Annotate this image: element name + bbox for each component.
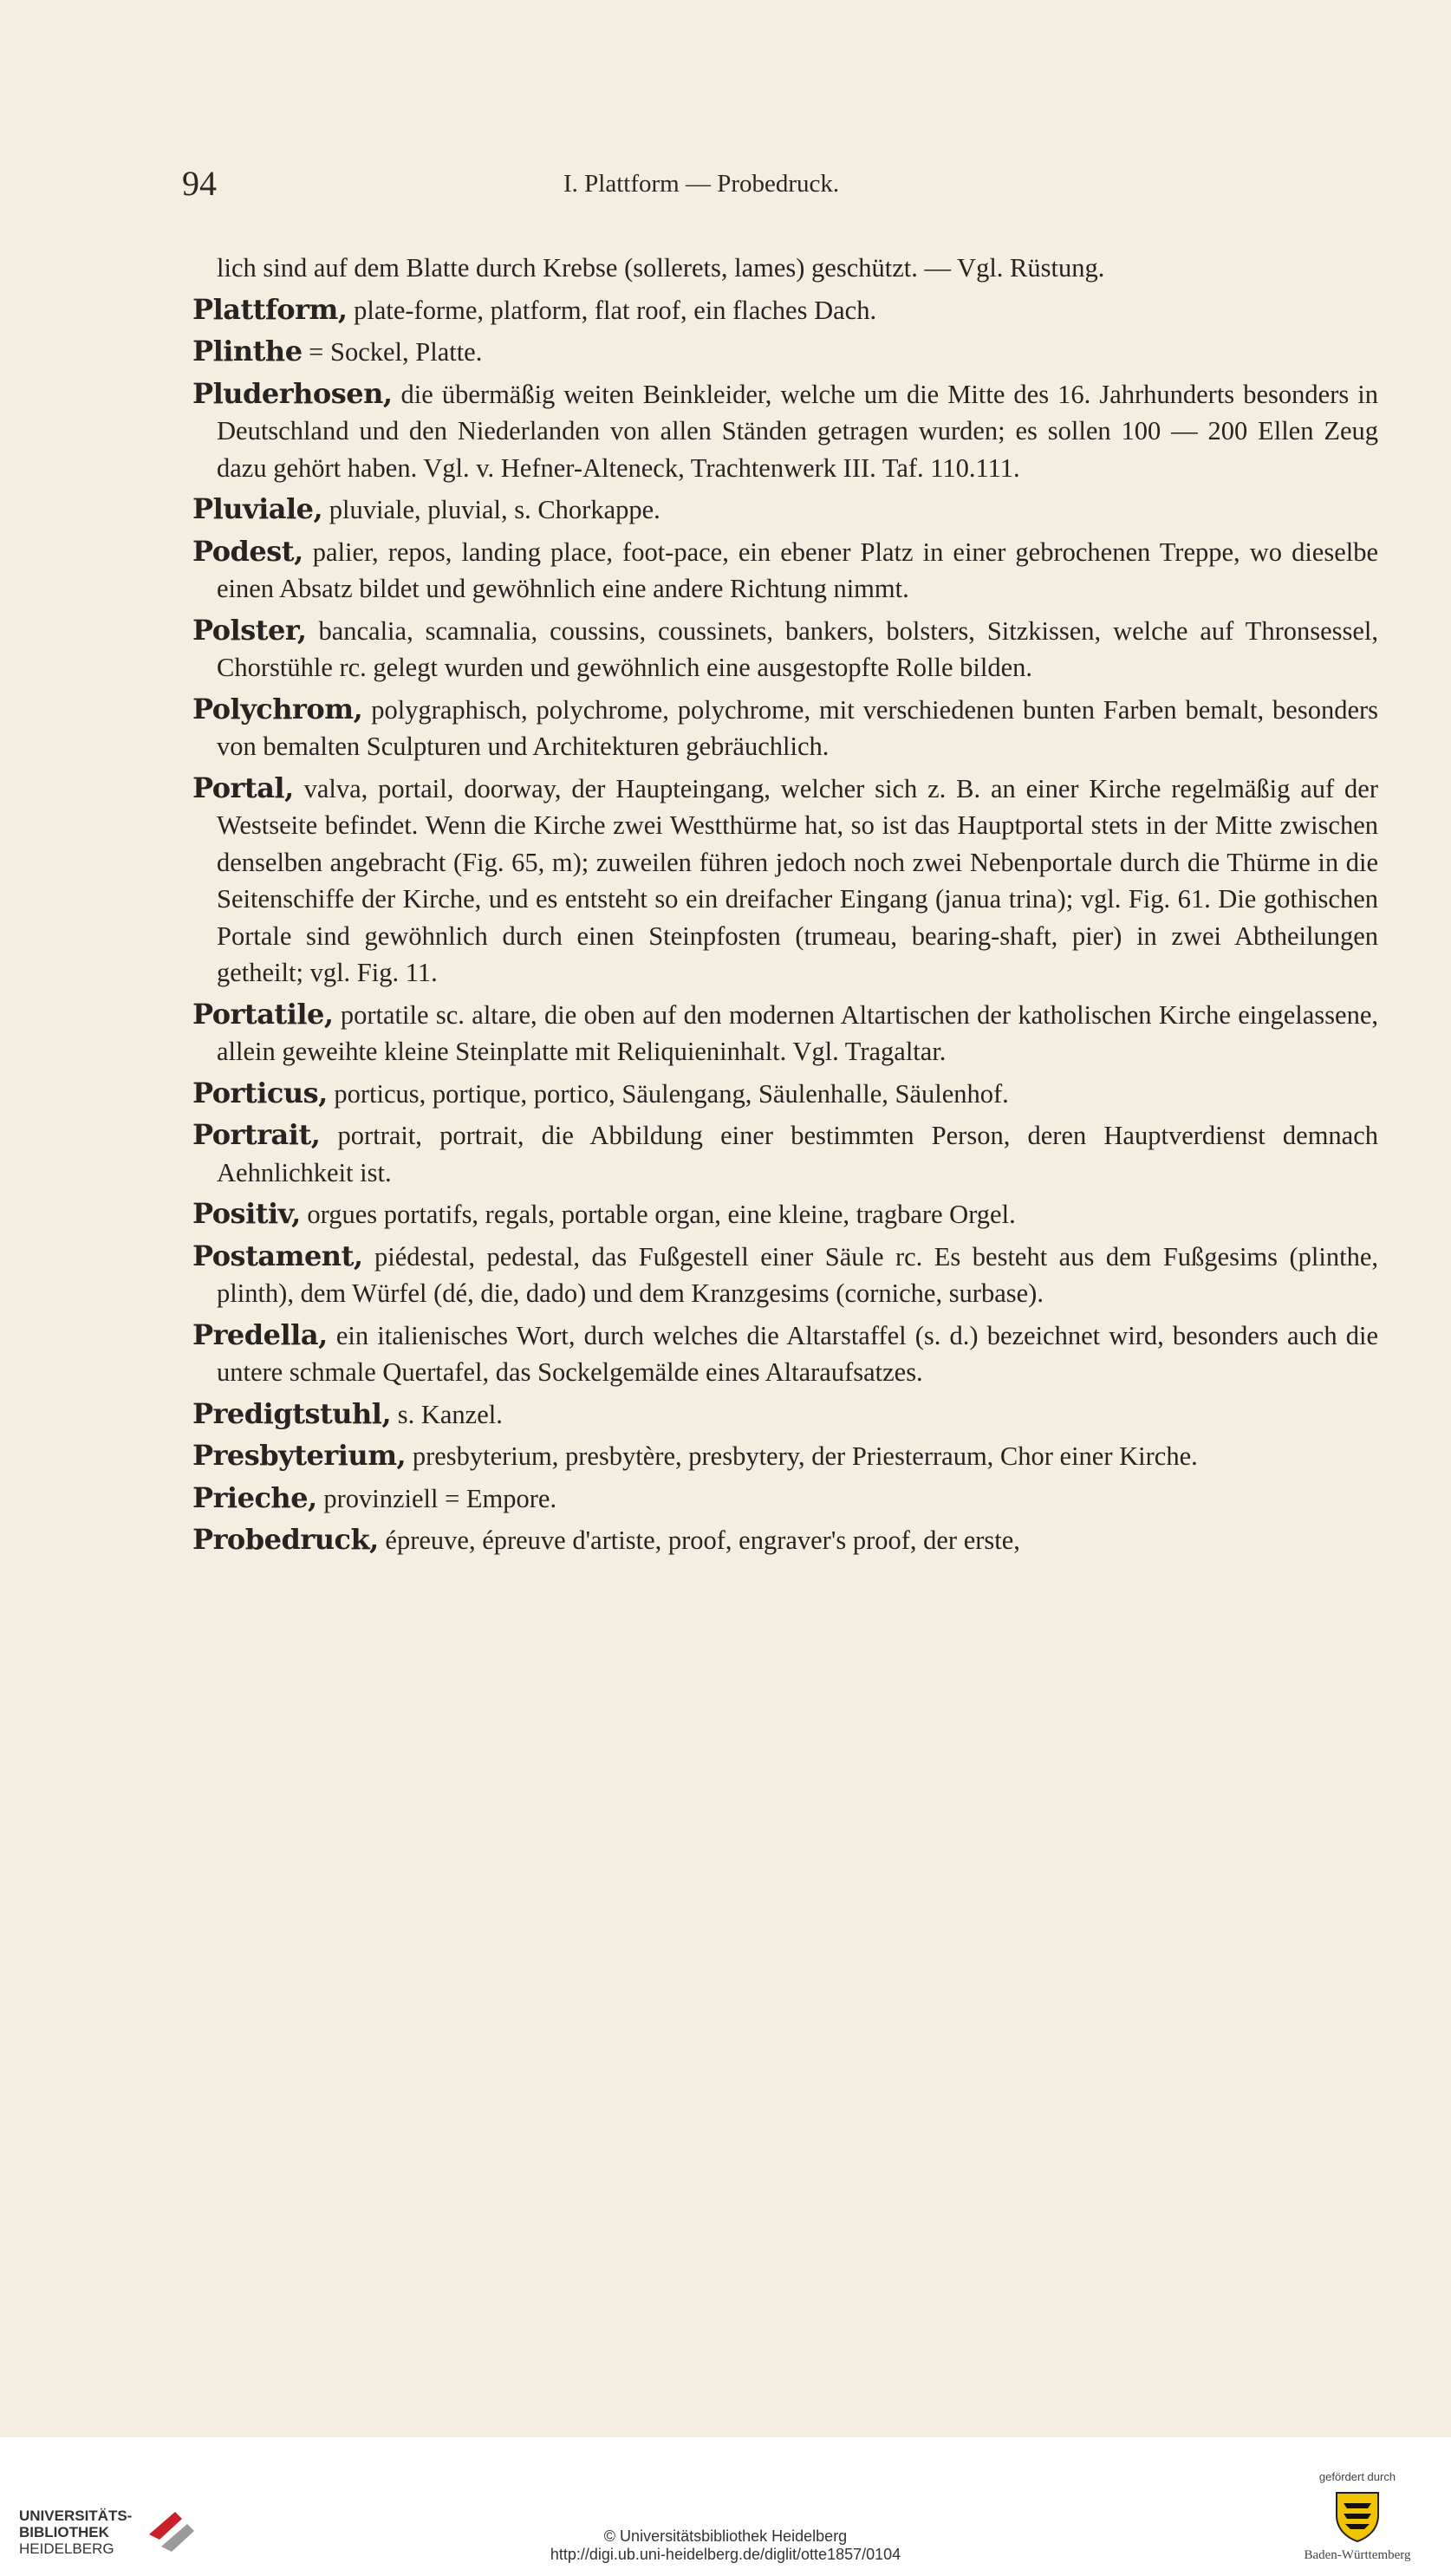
entry-text: bancalia, scamnalia, coussins, coussinets, bankers, bolsters, Sitzkissen, welche auf Thronsessel, Chorstühle rc. gelegt wurden und gewöhnlich eine ausgestopfte Rolle bilden. [217,615,1379,682]
entry-headword: Pluderhosen, [192,376,393,410]
entry-text: épreuve, épreuve d'artiste, proof, engraver's proof, der erste, [385,1525,1020,1555]
entry-text: presbyterium, presbytère, presbytery, der Priesterraum, Chor einer Kirche. [412,1441,1198,1471]
entry-headword: Plinthe [192,335,303,368]
dictionary-entry [192,1437,1378,1475]
copyright-text: © Universitätsbibliothek Heidelberg [603,2527,848,2545]
entry-text: palier, repos, landing place, foot-pace, ein ebener Platz in einer gebrochenen Treppe, wo dieselbe einen Absatz bildet und gewöhnlich eine andere Richtung nimmt. [217,537,1379,603]
entry-headword: Pluviale, [192,492,323,525]
funding-badge[interactable] [1288,2470,1427,2570]
entry-text: ein italienisches Wort, durch welches die Altarstaffel (s. d.) bezeichnet wird, besonders auch die untere schmale Quertafel, das Sockelgemälde eines Altaraufsatzes. [217,1320,1379,1387]
entry-text: valva, portail, doorway, der Haupteingang, welcher sich z. B. an einer Kirche regelmäßig auf der Westseite befindet. Wenn die Kirche zwei Westthürme hat, so ist das Hauptportal stets in der Mitte zwischen denselben angebracht (Fig. 65, m); zuweilen führen jedoch noch zwei Nebenportale durch die Thürme in die Seitenschiffe der Kirche, und es entsteht so ein dreifacher Eingang (janua trina); vgl. Fig. 61. Die gothischen Portale sind gewöhnlich durch einen Steinpfosten (trumeau, bearing-shaft, pier) in zwei Abtheilungen getheilt; vgl. Fig. 11. [217,773,1378,987]
dictionary-entry [192,612,1378,686]
entry-headword: Probedruck, [192,1523,379,1556]
dictionary-entries [192,250,1378,1564]
library-name-line2: BIBLIOTHEK [19,2524,109,2540]
entry-text: portatile sc. altare, die oben auf den modernen Altartischen der katholischen Kirche eingelassene, allein geweihte kleine Steinplatte mit Reliquieninhalt. Vgl. Tragaltar. [217,999,1378,1066]
entry-headword: Postament, [192,1239,363,1272]
funded-by-label: gefördert durch [1318,2470,1396,2483]
entry-headword: Presbyterium, [192,1439,407,1472]
entry-headword: Polychrom, [192,692,363,725]
source-url-link[interactable]: http://digi.ub.uni-heidelberg.de/diglit/otte1857/0104 [550,2546,901,2563]
entry-headword: Predella, [192,1317,328,1351]
dictionary-entry [192,1238,1378,1312]
dictionary-entry [192,533,1378,608]
entry-text: lich sind auf dem Blatte durch Krebse (sollerets, lames) geschützt. — Vgl. Rüstung. [217,253,1105,283]
dictionary-entry [192,333,1378,371]
dictionary-entry [192,250,1378,287]
dictionary-entry [192,1195,1378,1233]
entry-headword: Prieche, [192,1480,317,1514]
library-name-line3: HEIDELBERG [19,2540,114,2557]
dictionary-entry [192,1075,1378,1113]
entry-text: die übermäßig weiten Beinkleider, welche um die Mitte des 16. Jahrhunderts besonders in Deutschland und den Niederlanden von allen Ständen getragen wurden; es sollen 100 — 200 Ellen Zeug dazu gehört haben. Vgl. v. Hefner-Alteneck, Trachtenwerk III. Taf. 110.111. [217,379,1379,483]
entry-text: pluviale, pluvial, s. Chorkappe. [329,495,660,524]
funder-name: Baden-Württemberg [1304,2548,1411,2562]
entry-text: provinziell = Empore. [323,1483,557,1513]
entry-headword: Plattform, [192,292,348,326]
entry-headword: Polster, [192,613,307,647]
entry-headword: Porticus, [192,1076,328,1109]
entry-headword: Portatile, [192,997,334,1031]
entry-text: orgues portatifs, regals, portable organ, eine kleine, tragbare Orgel. [307,1200,1016,1229]
entry-text: piédestal, pedestal, das Fußgestell einer Säule rc. Es besteht aus dem Fußgesims (plinthe, plinth), dem Würfel (dé, die, dado) und dem Kranzgesims (corniche, surbase). [217,1241,1379,1308]
dictionary-entry [192,770,1378,992]
entry-text: portrait, portrait, die Abbildung einer bestimmten Person, deren Hauptverdienst demnach Aehnlichkeit ist. [217,1121,1378,1187]
dictionary-entry [192,1317,1378,1391]
dictionary-entry [192,1116,1378,1191]
dictionary-entry [192,691,1378,765]
dictionary-entry [192,291,1378,329]
dictionary-entry [192,1395,1378,1434]
dictionary-entry [192,375,1378,487]
entry-headword: Predigtstuhl, [192,1396,392,1430]
dictionary-entry [192,1521,1378,1559]
library-name-line1: UNIVERSITÄTS- [19,2508,133,2524]
page-header [182,163,1387,206]
dictionary-entry [192,996,1378,1070]
page-number: 94 [182,164,217,203]
dictionary-entry [192,1480,1378,1518]
coat-of-arms-icon [1333,2489,1382,2543]
entry-headword: Podest, [192,534,303,568]
copyright-notice [0,2524,1451,2564]
entry-text: = Sockel, Platte. [309,337,483,367]
running-title: I. Plattform — Probedruck. [563,170,840,198]
entry-headword: Portal, [192,771,294,804]
entry-text: plate-forme, platform, flat roof, ein flaches Dach. [354,295,877,325]
dictionary-entry [192,491,1378,529]
entry-headword: Portrait, [192,1118,321,1151]
entry-headword: Positiv, [192,1197,301,1230]
entry-text: s. Kanzel. [397,1399,503,1429]
entry-text: porticus, portique, portico, Säulengang, Säulenhalle, Säulenhof. [334,1078,1009,1109]
entry-text: polygraphisch, polychrome, polychrome, mit verschiedenen bunten Farben bemalt, besonders von bemalten Sculpturen und Architekturen gebräuchlich. [217,694,1379,761]
